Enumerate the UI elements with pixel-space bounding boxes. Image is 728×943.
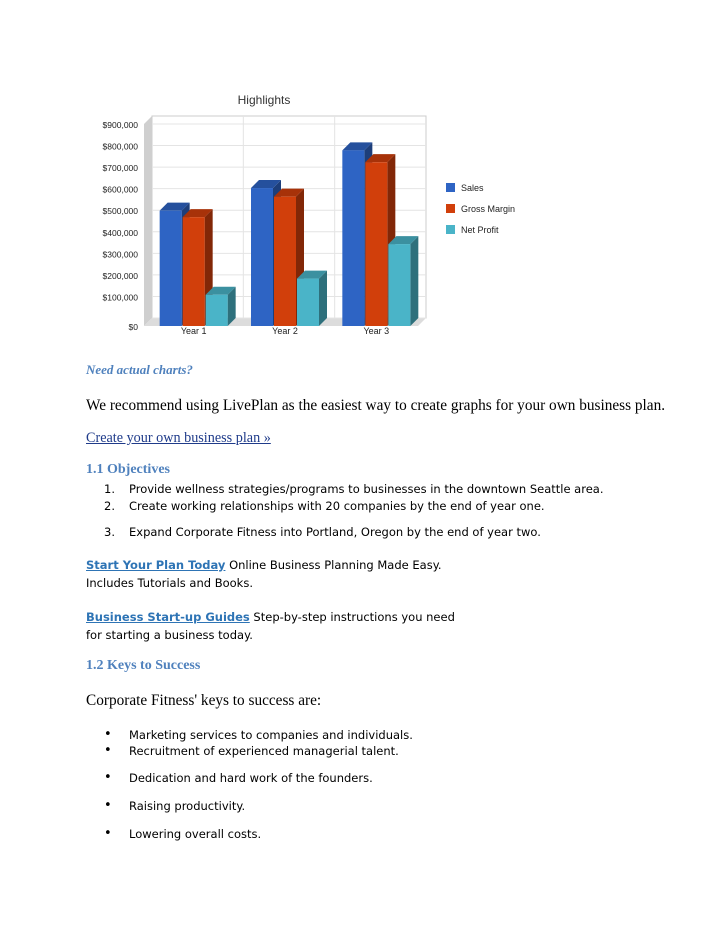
bar-front (365, 162, 387, 326)
chart-title: Highlights (237, 93, 291, 107)
create-plan-link[interactable]: Create your own business plan » (86, 430, 271, 446)
x-tick-label: Year 2 (272, 326, 298, 336)
list-text: Dedication and hard work of the founders. (129, 771, 373, 785)
startup-guides-link[interactable]: Business Start-up Guides (86, 610, 250, 624)
ad-text: Online Business Planning Made Easy. (225, 558, 442, 572)
chart-side-wall (144, 116, 152, 326)
legend-swatch (446, 204, 455, 213)
list-number: 1. (104, 482, 115, 496)
y-tick-label: $0 (128, 322, 138, 332)
bar-front (297, 279, 319, 326)
start-plan-link[interactable]: Start Your Plan Today (86, 558, 226, 572)
y-tick-label: $300,000 (102, 249, 138, 260)
bar-front (183, 217, 205, 326)
y-tick-label: $100,000 (102, 292, 138, 303)
promo-heading: Need actual charts? (86, 362, 193, 377)
list-text: Create working relationships with 20 companies by the end of year one. (129, 499, 545, 513)
ad-text: for starting a business today. (86, 628, 253, 642)
objectives-heading: 1.1 Objectives (86, 462, 170, 477)
list-text: Marketing services to companies and individuals. (129, 728, 413, 742)
bullet-icon: • (104, 770, 112, 785)
legend-swatch (446, 225, 455, 234)
list-text: Provide wellness strategies/programs to businesses in the downtown Seattle area. (129, 482, 604, 496)
bar-side (319, 271, 327, 326)
bullet-icon: • (104, 826, 112, 841)
x-tick-label: Year 1 (180, 326, 207, 336)
bar-front (206, 295, 228, 326)
promo-text: We recommend using LivePlan as the easiest way to create graphs for your own business plan. (86, 397, 666, 414)
x-tick-label: Year 3 (363, 326, 390, 336)
bar-net-profit-year-2 (297, 271, 327, 326)
y-tick-label: $200,000 (102, 270, 138, 281)
list-text: Recruitment of experienced managerial talent. (129, 744, 399, 758)
y-tick-label: $600,000 (102, 184, 138, 195)
y-tick-label: $400,000 (102, 227, 138, 238)
list-number: 2. (104, 499, 115, 513)
legend-label: Gross Margin (461, 204, 516, 214)
bar-front (251, 188, 273, 326)
y-tick-label: $800,000 (102, 141, 138, 152)
y-tick-label: $900,000 (102, 120, 138, 130)
legend-label: Sales (461, 183, 484, 193)
bullet-icon: • (104, 798, 112, 813)
bar-front (342, 150, 364, 326)
bar-side (410, 236, 418, 326)
highlights-chart (84, 86, 544, 348)
bullet-icon: • (104, 727, 112, 742)
list-number: 3. (104, 525, 115, 539)
bar-front (388, 244, 410, 326)
list-text: Raising productivity. (129, 799, 246, 813)
ad-text: Step-by-step instructions you need (249, 610, 455, 624)
ad-start-plan (86, 556, 442, 592)
bar-net-profit-year-3 (388, 236, 418, 326)
legend-label: Net Profit (461, 225, 499, 235)
bar-net-profit-year-1 (206, 287, 236, 326)
bar-front (160, 211, 182, 326)
legend-swatch (446, 183, 455, 192)
ad-text: Includes Tutorials and Books. (86, 576, 253, 590)
keys-heading: 1.2 Keys to Success (86, 658, 201, 673)
keys-intro: Corporate Fitness' keys to success are: (86, 692, 322, 709)
list-text: Lowering overall costs. (129, 827, 262, 841)
list-text: Expand Corporate Fitness into Portland, Oregon by the end of year two. (129, 525, 541, 539)
bullet-icon: • (104, 743, 112, 758)
y-tick-label: $500,000 (102, 206, 138, 217)
ad-startup-guides (86, 608, 455, 644)
y-tick-label: $700,000 (102, 163, 138, 174)
bar-front (274, 197, 296, 326)
